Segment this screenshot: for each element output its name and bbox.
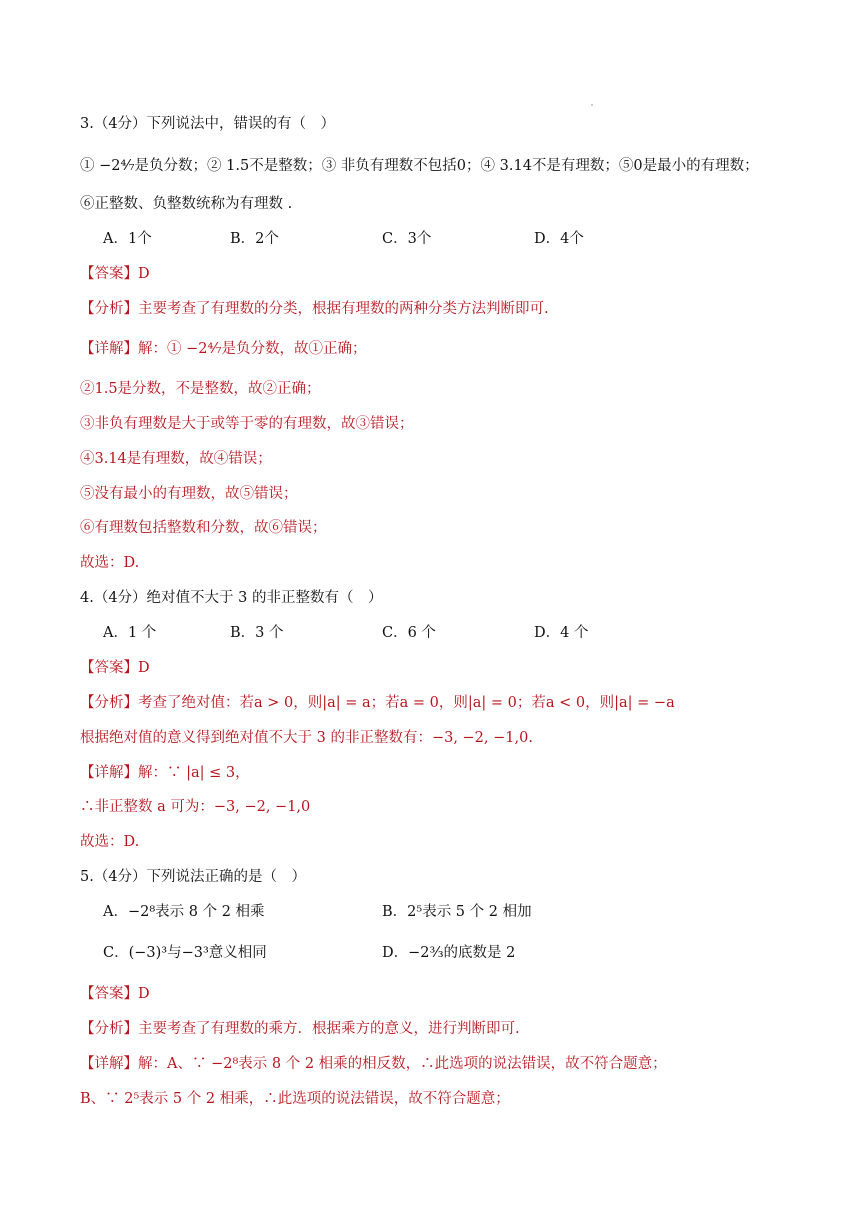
q4-title: 4.（4分）绝对值不大于 3 的非正整数有（ ） [80, 590, 383, 606]
q4-option-c: C．6 个 [382, 625, 436, 641]
q4-detail-1: 【详解】解：∵ |a| ≤ 3， [80, 765, 250, 781]
q3-detail-7: 故选：D. [80, 555, 140, 571]
q4-detail-3: 故选：D. [80, 834, 140, 850]
q5-detail-2: B、∵ 2⁵表示 5 个 2 相乘，∴此选项的说法错误，故不符合题意； [80, 1091, 510, 1107]
q4-analysis: 【分析】考查了绝对值：若a > 0，则|a| = a；若a = 0，则|a| = 0；若a < 0，则|a| = −a [80, 695, 675, 711]
q3-detail-4: ④3.14是有理数，故④错误； [80, 451, 272, 467]
q3-option-b: B．2个 [230, 231, 279, 247]
q5-option-d: D．−2³⁄₃的底数是 2 [382, 945, 516, 961]
q3-answer: 【答案】D [80, 266, 150, 282]
q4-option-d: D．4 个 [534, 625, 589, 641]
q4-option-a: A．1 个 [103, 625, 157, 641]
q3-option-a: A．1个 [103, 231, 152, 247]
q4-option-b: B．3 个 [230, 625, 284, 641]
q5-option-a: A．−2⁸表示 8 个 2 相乘 [103, 904, 265, 920]
q3-detail-6: ⑥有理数包括整数和分数，故⑥错误； [80, 520, 327, 536]
q3-option-d: D．4个 [534, 231, 584, 247]
q5-option-c: C．(−3)³与−3³意义相同 [103, 945, 267, 961]
q4-detail-2: ∴非正整数 a 可为：−3, −2, −1,0 [80, 799, 311, 815]
q3-detail-5: ⑤没有最小的有理数，故⑤错误； [80, 486, 298, 502]
q5-analysis: 【分析】主要考查了有理数的乘方．根据乘方的意义，进行判断即可. [80, 1021, 520, 1037]
q3-statements-line2: ⑥正整数、负整数统称为有理数 . [80, 196, 293, 212]
q5-detail-1: 【详解】解：A、∵ −2⁸表示 8 个 2 相乘的相反数，∴此选项的说法错误，故不符合题意； [80, 1056, 667, 1072]
q3-analysis: 【分析】主要考查了有理数的分类，根据有理数的两种分类方法判断即可. [80, 301, 549, 317]
q4-answer: 【答案】D [80, 660, 150, 676]
q3-option-c: C．3个 [382, 231, 432, 247]
q3-title: 3.（4分）下列说法中，错误的有（ ） [80, 116, 336, 132]
q5-title: 5.（4分）下列说法正确的是（ ） [80, 869, 307, 885]
q3-detail-3: ③非负有理数是大于或等于零的有理数，故③错误； [80, 416, 414, 432]
scan-speck [591, 104, 593, 106]
q3-detail-2: ②1.5是分数，不是整数，故②正确； [80, 381, 321, 397]
q3-detail-1: 【详解】解：① −2⁴⁄₇是负分数，故①正确； [80, 341, 367, 357]
q4-analysis-2: 根据绝对值的意义得到绝对值不大于 3 的非正整数有：−3, −2, −1,0. [80, 730, 533, 746]
q5-answer: 【答案】D [80, 986, 150, 1002]
q5-option-b: B．2⁵表示 5 个 2 相加 [382, 904, 532, 920]
q3-statements-line1: ① −2⁴⁄₇是负分数；② 1.5不是整数；③ 非负有理数不包括0；④ 3.14不是有理数；⑤0是最小的有理数； [80, 158, 759, 174]
